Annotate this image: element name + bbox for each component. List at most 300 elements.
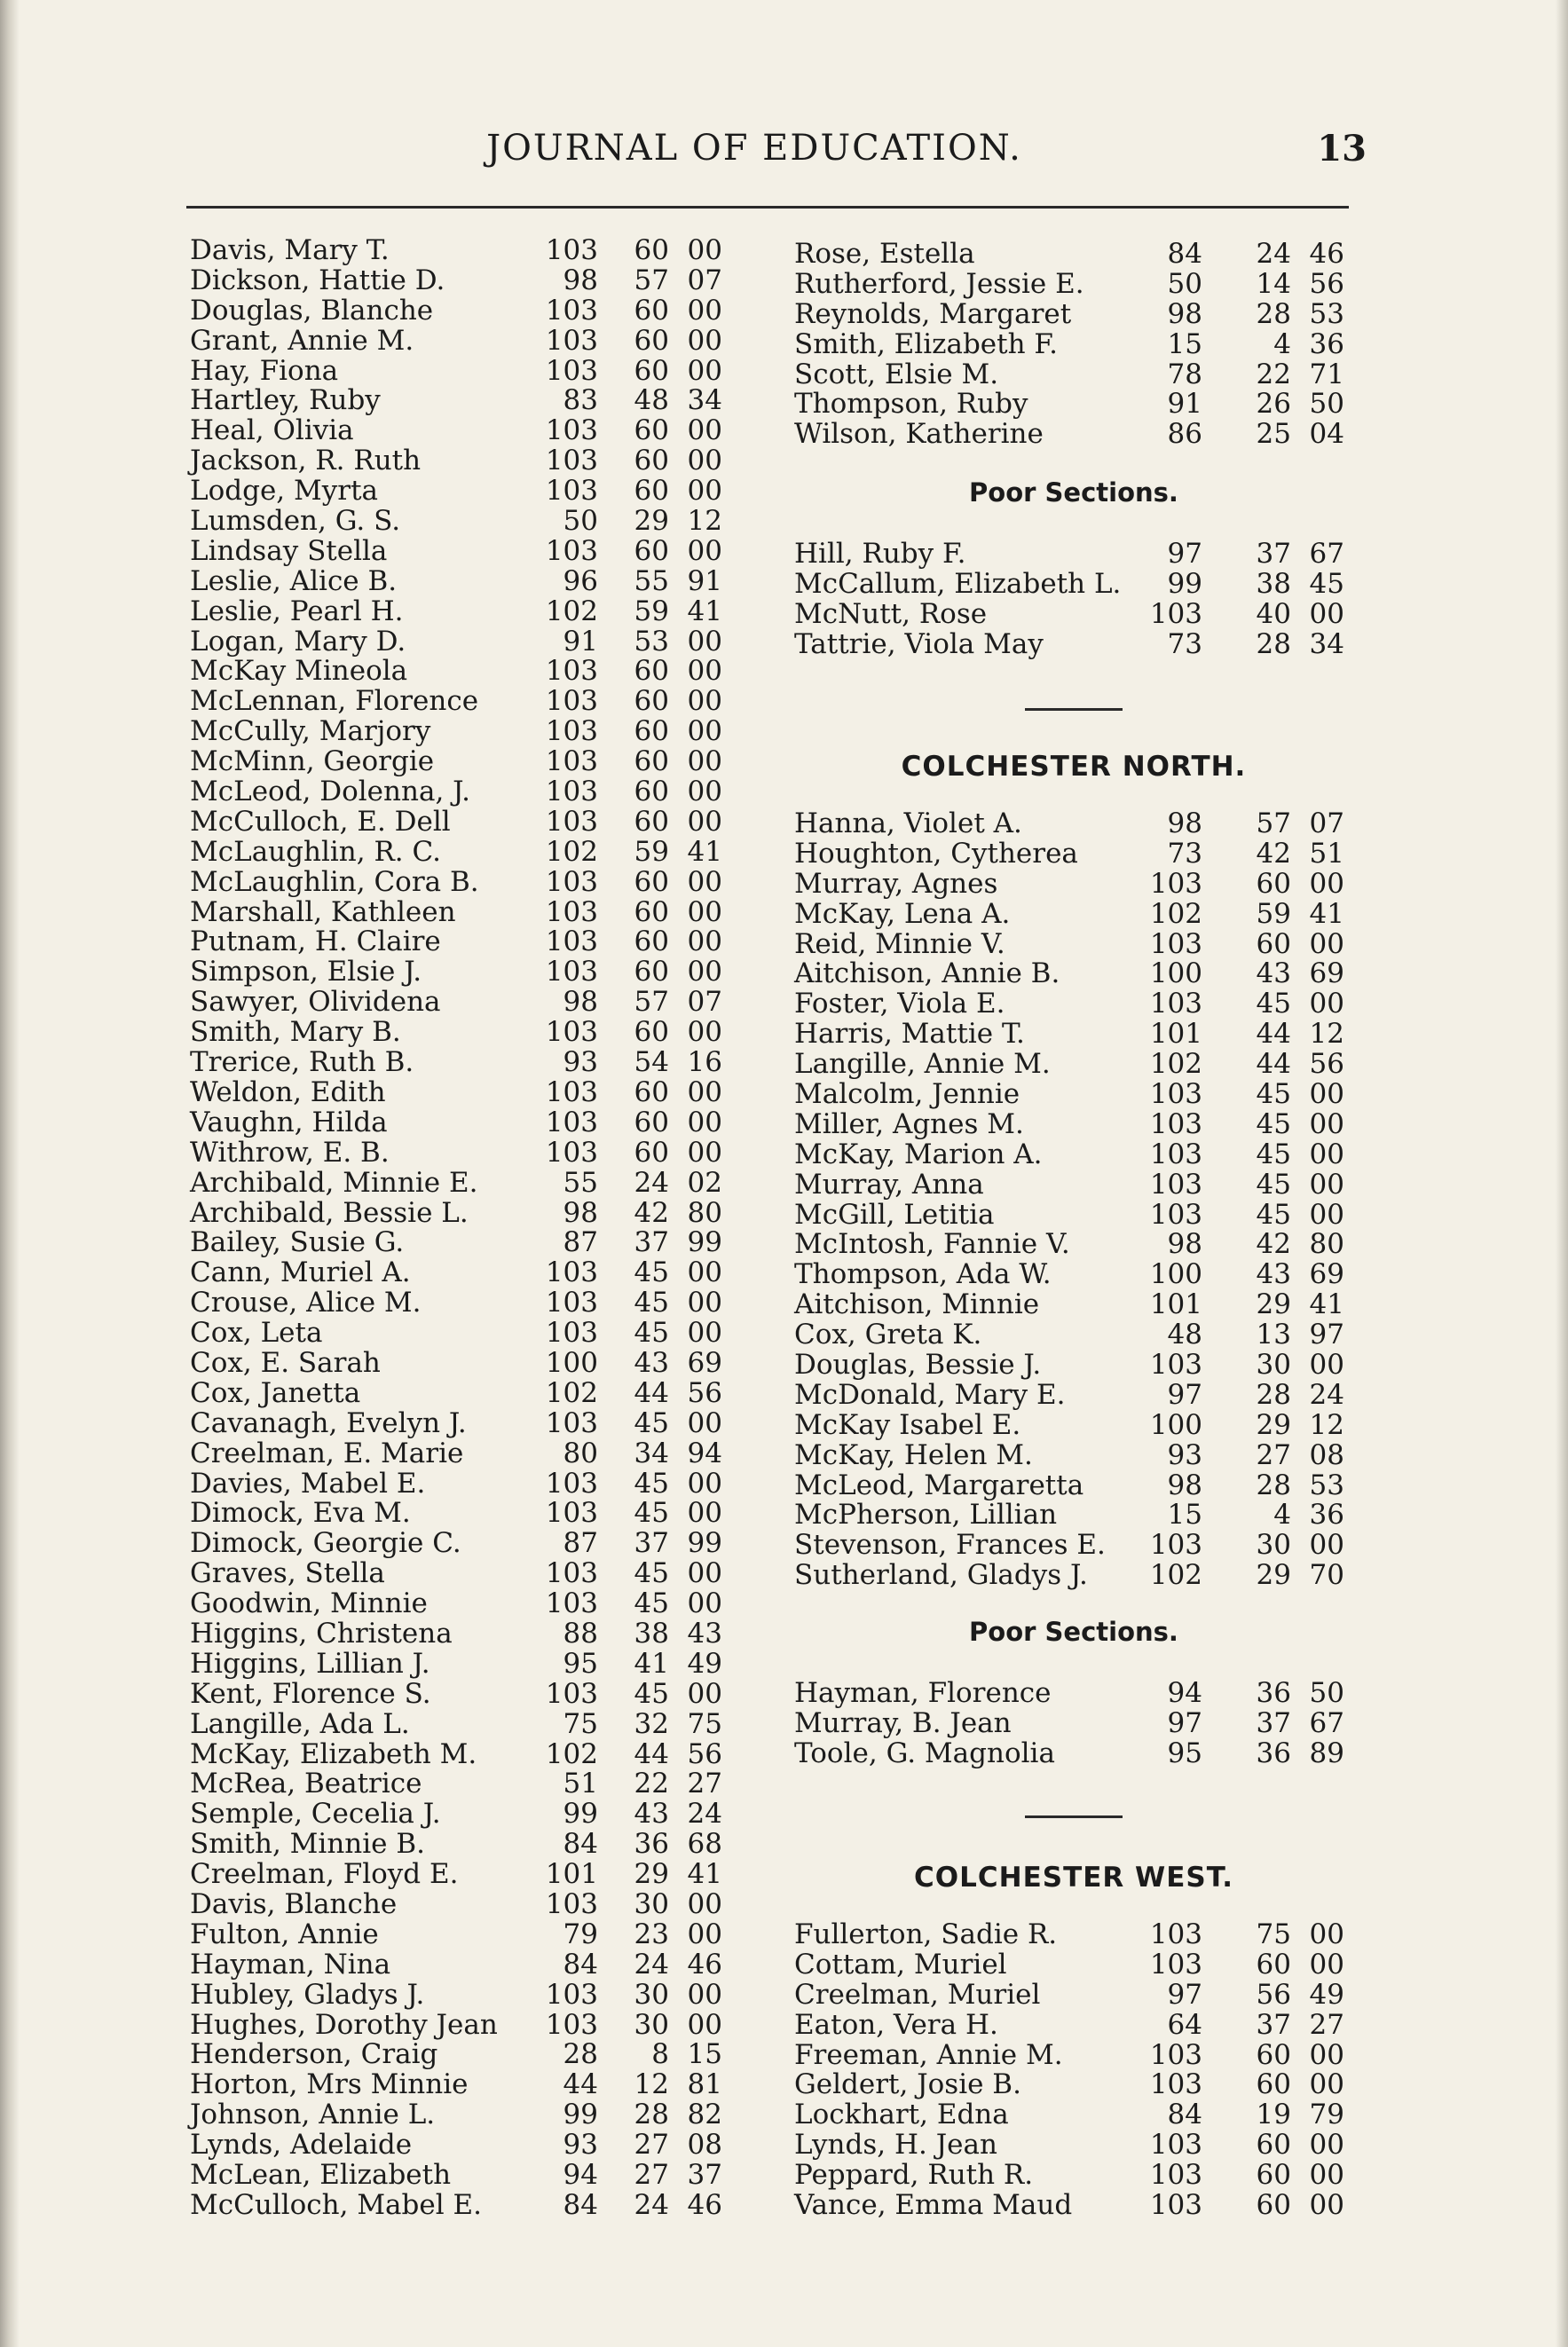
entry-row [190,1950,749,1981]
entry-value-2: 29 [1256,1408,1291,1441]
entry-row [794,2070,1353,2100]
entry-value-1: 64 [1167,2008,1202,2041]
entry-value-3: 00 [1309,2159,1344,2192]
entry-value-1: 95 [1167,1737,1202,1769]
entry-value-1: 80 [563,1437,598,1469]
entry-value-1: 73 [1167,627,1202,660]
entry-value-1: 103 [1149,1138,1202,1170]
entry-name: Creelman, Muriel [794,1978,1041,2011]
entry-value-2: 45 [1256,1138,1291,1170]
entry-name: Rose, Estella [794,238,975,270]
entry-value-2: 40 [1256,597,1291,630]
entry-value-1: 103 [545,294,598,327]
entry-row [794,1050,1353,1080]
entry-row [190,416,749,446]
entry-value-1: 98 [563,264,598,296]
entry-value-3: 00 [687,294,722,327]
entry-value-2: 60 [634,805,669,838]
entry-row [190,1258,749,1288]
entry-value-1: 91 [1167,388,1202,421]
entry-value-3: 00 [1309,1349,1344,1382]
entry-value-1: 98 [563,986,598,1019]
entry-value-1: 103 [1149,927,1202,960]
entry-value-1: 102 [545,835,598,868]
entry-row [794,927,1353,960]
entry-name: McKay, Elizabeth M. [190,1737,477,1770]
entry-value-3: 00 [1309,1107,1344,1140]
entry-value-2: 57 [1256,807,1291,839]
entry-value-3: 00 [1309,1918,1344,1950]
entry-value-2: 57 [634,986,669,1019]
entry-value-2: 28 [634,2099,669,2131]
entry-value-2: 60 [634,776,669,808]
entry-value-3: 02 [687,1166,722,1199]
entry-value-2: 8 [651,2038,669,2071]
entry-value-1: 103 [1149,1078,1202,1111]
entry-value-2: 60 [634,925,669,958]
entry-name: Cavanagh, Evelyn J. [190,1406,467,1439]
entry-name: McLaughlin, R. C. [190,835,441,868]
entry-value-3: 07 [1309,807,1344,839]
entry-value-2: 60 [634,895,669,928]
entry-name: McCully, Marjory [190,715,431,748]
entry-name: Sutherland, Gladys J. [794,1559,1088,1592]
entry-value-3: 51 [1309,837,1344,870]
entry-value-3: 81 [687,2068,722,2101]
entry-row [794,567,1353,600]
entry-value-2: 60 [1256,2038,1291,2071]
entry-row [794,1471,1353,1501]
entry-name: Bailey, Susie G. [190,1226,405,1259]
entry-value-3: 00 [687,685,722,718]
entry-name: Withrow, E. B. [190,1136,390,1169]
entry-row [190,927,749,957]
entry-value-3: 00 [1309,1078,1344,1111]
entry-value-2: 60 [634,1136,669,1169]
entry-row [190,988,749,1018]
entry-name: McIntosh, Fannie V. [794,1228,1070,1261]
entry-name: McDonald, Mary E. [794,1378,1066,1411]
entry-value-3: 12 [687,505,722,538]
entry-value-1: 103 [1149,1918,1202,1950]
entry-value-1: 103 [545,1677,598,1710]
entry-value-2: 60 [1256,1948,1291,1981]
entry-value-1: 84 [1167,2099,1202,2131]
entry-row [190,1196,749,1229]
entry-value-1: 103 [1149,1948,1202,1981]
entry-value-1: 96 [563,564,598,597]
entry-value-3: 68 [687,1828,722,1861]
entry-value-2: 42 [634,1196,669,1229]
entry-value-3: 00 [1309,927,1344,960]
entry-value-2: 45 [634,1677,669,1710]
colchester-north-poor-entries [794,1679,1353,1769]
entry-value-3: 69 [687,1346,722,1379]
entry-row [794,1107,1353,1140]
entry-value-3: 00 [687,1918,722,1950]
entry-value-1: 55 [563,1166,598,1199]
entry-value-2: 48 [634,384,669,417]
entry-value-3: 00 [687,925,722,958]
entry-name: Stevenson, Frances E. [794,1529,1106,1562]
entry-value-1: 83 [563,384,598,417]
entry-value-3: 04 [1309,418,1344,451]
entry-value-1: 103 [545,956,598,988]
entry-row [794,1378,1353,1411]
entry-value-2: 60 [634,534,669,567]
entry-value-2: 60 [634,956,669,988]
entry-value-2: 45 [634,1557,669,1590]
entry-value-1: 84 [1167,238,1202,270]
entry-row [190,1860,749,1890]
entry-row [794,897,1353,930]
entry-value-2: 24 [634,2188,669,2221]
entry-row [794,867,1353,900]
entry-value-1: 103 [545,1557,598,1590]
entry-value-2: 24 [634,1166,669,1199]
entry-row [794,1531,1353,1561]
entry-value-1: 102 [1149,1559,1202,1592]
entry-name: McRea, Beatrice [190,1768,422,1800]
entry-value-2: 29 [634,505,669,538]
entry-value-3: 00 [687,1106,722,1138]
entry-name: Thompson, Ada W. [794,1258,1052,1291]
entry-row [190,266,749,296]
entry-row [190,507,749,537]
entry-name: Cox, Janetta [190,1376,361,1409]
entry-value-1: 99 [1167,567,1202,600]
entry-row [190,1677,749,1710]
header-rule [186,206,1349,209]
entry-value-3: 69 [1309,1258,1344,1291]
entry-row [794,297,1353,330]
entry-value-2: 28 [1256,627,1291,660]
entry-value-1: 97 [1167,538,1202,570]
entry-value-3: 00 [1309,2038,1344,2071]
entry-value-1: 103 [545,805,598,838]
entry-value-2: 56 [1256,1978,1291,2011]
entry-row [190,1619,749,1650]
entry-value-1: 103 [1149,1168,1202,1201]
entry-value-3: 00 [687,865,722,898]
entry-name: McPherson, Lillian [794,1499,1058,1532]
entry-value-1: 103 [1149,1198,1202,1231]
entry-row [190,1559,749,1589]
entry-row [794,1140,1353,1170]
entry-value-2: 44 [634,1737,669,1770]
entry-value-1: 15 [1167,1499,1202,1532]
entry-name: McNutt, Rose [794,597,988,630]
entry-value-2: 37 [1256,1706,1291,1739]
entry-name: Davies, Mabel E. [190,1467,426,1500]
entry-name: Dimock, Eva M. [190,1497,411,1530]
entry-row [794,1351,1353,1381]
entry-value-2: 60 [634,324,669,357]
entry-row [190,1499,749,1529]
entry-name: McKay, Marion A. [794,1138,1043,1170]
entry-value-3: 00 [687,534,722,567]
entry-value-3: 00 [1309,2189,1344,2222]
entry-name: Heal, Olivia [190,414,354,447]
entry-value-1: 98 [1167,297,1202,330]
entry-row [190,2130,749,2161]
entry-value-2: 43 [634,1798,669,1831]
entry-row [190,1406,749,1439]
entry-row [794,1290,1353,1320]
entry-value-3: 41 [687,835,722,868]
entry-value-2: 19 [1256,2099,1291,2131]
entry-value-1: 103 [545,655,598,688]
entry-value-1: 103 [545,234,598,266]
entry-row [794,1198,1353,1231]
entry-name: Douglas, Bessie J. [794,1349,1042,1382]
entry-value-2: 37 [634,1527,669,1560]
entry-name: Langille, Ada L. [190,1707,410,1740]
entry-name: McLean, Elizabeth [190,2159,452,2191]
entry-value-1: 103 [545,1256,598,1289]
entry-name: Toole, G. Magnolia [794,1737,1055,1769]
entry-name: Cottam, Muriel [794,1948,1007,1981]
entry-value-1: 97 [1167,1378,1202,1411]
entry-name: Hanna, Violet A. [794,807,1022,839]
entry-name: McKay, Lena A. [794,897,1011,930]
entry-row [794,2161,1353,2191]
entry-value-1: 103 [545,925,598,958]
entry-row [794,1408,1353,1441]
entry-row [794,360,1353,390]
entry-value-1: 50 [1167,267,1202,300]
entry-name: Cox, Greta K. [794,1319,982,1351]
entry-value-3: 00 [687,655,722,688]
entry-value-2: 60 [634,445,669,477]
entry-name: McCallum, Elizabeth L. [794,567,1122,600]
entry-name: Lockhart, Edna [794,2099,1009,2131]
entry-value-1: 93 [563,2129,598,2162]
entry-value-3: 24 [687,1798,722,1831]
entry-value-1: 98 [563,1196,598,1229]
entry-row [794,809,1353,839]
entry-name: Lynds, H. Jean [794,2129,997,2162]
entry-value-3: 00 [687,1587,722,1620]
entry-value-1: 101 [1149,1018,1202,1051]
entry-value-3: 24 [1309,1378,1344,1411]
entry-value-1: 95 [563,1647,598,1680]
entry-row [190,476,749,507]
entry-name: Davis, Mary T. [190,234,390,266]
entry-value-1: 103 [545,1978,598,2011]
entry-value-3: 00 [1309,867,1344,900]
entry-value-1: 103 [545,715,598,748]
entry-row [190,236,749,266]
entry-value-1: 103 [1149,867,1202,900]
entry-value-2: 45 [1256,1107,1291,1140]
entry-row [794,1739,1353,1769]
entry-value-2: 45 [634,1317,669,1350]
entry-name: Semple, Cecelia J. [190,1798,441,1831]
entry-value-1: 48 [1167,1319,1202,1351]
entry-value-3: 34 [687,384,722,417]
entry-name: Smith, Elizabeth F. [794,327,1058,360]
running-title: JOURNAL OF EDUCATION. [486,128,1022,169]
entry-row [794,539,1353,570]
entry-value-1: 103 [545,1136,598,1169]
entry-value-1: 103 [1149,2068,1202,2101]
entry-value-3: 46 [1309,238,1344,270]
entry-value-2: 36 [1256,1677,1291,1709]
entry-value-3: 08 [1309,1438,1344,1471]
entry-value-1: 103 [1149,2159,1202,2192]
entry-value-2: 45 [634,1256,669,1289]
entry-value-1: 103 [545,895,598,928]
entry-value-1: 101 [1149,1288,1202,1321]
entry-row [190,1978,749,2011]
entry-value-3: 00 [1309,597,1344,630]
entry-value-1: 103 [545,1467,598,1500]
entry-value-2: 59 [1256,897,1291,930]
entry-value-2: 60 [1256,2068,1291,2101]
entry-value-2: 60 [634,715,669,748]
entry-value-3: 46 [687,2188,722,2221]
entry-value-3: 56 [1309,1048,1344,1081]
entry-value-3: 00 [687,475,722,508]
entry-value-2: 36 [1256,1737,1291,1769]
entry-value-1: 101 [545,1858,598,1891]
entry-name: Kent, Florence S. [190,1677,431,1710]
entry-name: Fullerton, Sadie R. [794,1918,1058,1950]
entry-value-2: 60 [634,475,669,508]
entry-value-1: 94 [563,2159,598,2191]
entry-row [794,1438,1353,1471]
entry-value-1: 100 [1149,1408,1202,1441]
entry-name: Murray, Anna [794,1168,984,1201]
entry-value-2: 60 [1256,2129,1291,2162]
entry-value-1: 102 [1149,1048,1202,1081]
entry-value-2: 42 [1256,837,1291,870]
entry-value-2: 37 [1256,538,1291,570]
entry-value-2: 13 [1256,1319,1291,1351]
entry-value-1: 86 [1167,418,1202,451]
entry-value-1: 103 [1149,597,1202,630]
entry-row [794,839,1353,870]
entry-value-3: 00 [1309,1198,1344,1231]
entry-name: Grant, Annie M. [190,324,414,357]
entry-value-1: 103 [1149,2129,1202,2162]
entry-value-3: 08 [687,2129,722,2162]
entry-value-2: 27 [634,2159,669,2191]
entry-value-1: 97 [1167,1706,1202,1739]
entry-row [190,627,749,658]
entry-name: Rutherford, Jessie E. [794,267,1084,300]
entry-row [190,2161,749,2191]
page-edge-shadow-right [1556,0,1568,2347]
entry-value-3: 53 [1309,297,1344,330]
entry-row [794,2130,1353,2161]
entry-name: Hubley, Gladys J. [190,1978,425,2011]
entry-name: Johnson, Annie L. [190,2099,436,2131]
entry-value-2: 60 [1256,867,1291,900]
entry-row [190,687,749,717]
entry-name: Higgins, Christena [190,1617,453,1650]
entry-row [794,1170,1353,1201]
entry-row [794,959,1353,989]
entry-value-3: 00 [687,715,722,748]
entry-row [794,1706,1353,1739]
entry-value-2: 42 [1256,1228,1291,1261]
entry-name: Jackson, R. Ruth [190,445,422,477]
entry-row [794,390,1353,420]
entry-name: Reynolds, Margaret [794,297,1072,330]
entry-value-1: 97 [1167,1978,1202,2011]
section-divider [1025,1815,1123,1818]
poor-sections-entries [794,539,1353,660]
entry-name: Lindsay Stella [190,534,388,567]
entry-row [794,1320,1353,1351]
entry-value-1: 100 [1149,1258,1202,1291]
entry-value-1: 84 [563,2188,598,2221]
entry-value-1: 28 [563,2038,598,2071]
entry-value-2: 36 [634,1828,669,1861]
entry-row [190,1800,749,1830]
entry-value-3: 56 [687,1376,722,1409]
entry-value-3: 00 [687,445,722,477]
entry-value-2: 38 [1256,567,1291,600]
entry-name: Houghton, Cytherea [794,837,1078,870]
entry-name: Aitchison, Annie B. [794,957,1060,990]
page-number: 13 [1317,128,1367,169]
entry-row [794,1978,1353,2011]
entry-value-2: 60 [634,1075,669,1108]
entry-value-3: 27 [1309,2008,1344,2041]
entry-value-3: 99 [687,1226,722,1259]
entry-value-2: 60 [634,414,669,447]
entry-name: Cox, Leta [190,1317,323,1350]
entry-value-1: 98 [1167,1228,1202,1261]
entry-value-3: 00 [687,1136,722,1169]
entry-value-2: 60 [634,1016,669,1049]
entry-row [190,657,749,687]
entry-value-3: 00 [1309,988,1344,1020]
entry-value-3: 94 [687,1437,722,1469]
entry-value-3: 41 [687,595,722,627]
entry-value-2: 22 [1256,358,1291,390]
entry-name: Graves, Stella [190,1557,385,1590]
entry-name: Lodge, Myrta [190,475,379,508]
entry-row [794,2008,1353,2041]
page-header [186,124,1367,177]
entry-value-1: 103 [545,1016,598,1049]
entry-row [794,597,1353,630]
entry-name: Cox, E. Sarah [190,1346,381,1379]
entry-value-3: 71 [1309,358,1344,390]
entry-row [190,1589,749,1619]
entry-row [190,1439,749,1469]
entry-value-1: 103 [1149,2189,1202,2222]
entry-name: McCulloch, E. Dell [190,805,451,838]
entry-value-3: 50 [1309,388,1344,421]
entry-name: Smith, Mary B. [190,1016,401,1049]
entry-value-2: 60 [634,234,669,266]
entry-value-2: 24 [634,1948,669,1981]
entry-name: Creelman, E. Marie [190,1437,464,1469]
entry-row [190,597,749,627]
entry-name: Lumsden, G. S. [190,505,401,538]
entry-value-3: 15 [687,2038,722,2071]
entry-value-3: 36 [1309,1499,1344,1532]
entry-value-1: 103 [545,1887,598,1920]
entry-row [190,2040,749,2070]
entry-value-3: 12 [1309,1018,1344,1051]
entry-name: McLeod, Dolenna, J. [190,776,471,808]
